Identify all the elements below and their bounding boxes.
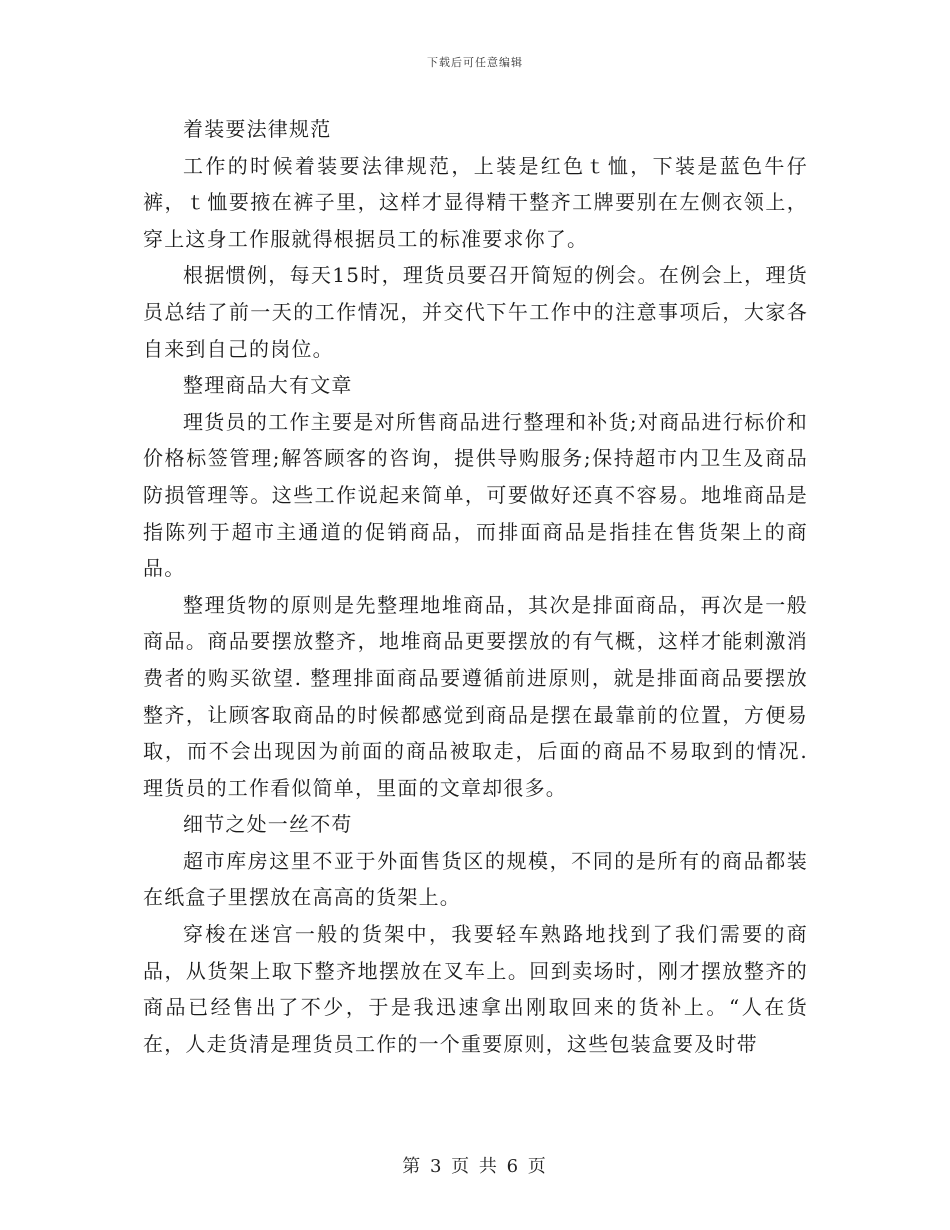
section-heading-attire: 着装要法律规范 [183, 117, 332, 141]
section-heading-details: 细节之处一丝不苟 [183, 812, 353, 837]
page-header: 下载后可任意编辑 [427, 56, 523, 69]
section-heading-arrangement: 整理商品大有文章 [183, 373, 353, 398]
page-footer: 第 3 页 共 6 页 [402, 1156, 548, 1177]
paragraph-warehouse: 超市库房这里不亚于外面售货区的规模，不同的是所有的商品都装在纸盒子里摆放在高高的货架上。 [143, 848, 808, 910]
paragraph-meeting: 根据惯例，每天15时，理货员要召开简短的例会。在例会上，理货员总结了前一天的工作情况，并交代下午工作中的注意事项后，大家各自来到自己的岗位。 [143, 263, 808, 361]
paragraph-restock: 穿梭在迷宫一般的货架中，我要轻车熟路地找到了我们需要的商品，从货架上取下整齐地摆放在叉车上。回到卖场时，刚才摆放整齐的商品已经售出了不少，于是我迅速拿出刚取回来的货补上。“人在货在，人走货清是理货员工作的一个重要原则，这些包装盒要及时带 [143, 922, 808, 1056]
document-body [143, 111, 808, 1062]
paragraph-principles: 整理货物的原则是先整理地堆商品，其次是排面商品，再次是一般商品。商品要摆放整齐，地堆商品更要摆放的有气概，这样才能刺激消费者的购买欲望. 整理排面商品要遵循前进原则，就是排面商品要摆放整齐，让顾客取商品的时候都感觉到商品是摆在最靠前的位置，方便易取，而不会出现因为前面的商品被取走，后面的商品不易取到的情况. 理货员的工作看似简单，里面的文章却很多。 [143, 592, 808, 800]
paragraph-duties: 理货员的工作主要是对所售商品进行整理和补货;对商品进行标价和价格标签管理;解答顾客的咨询，提供导购服务;保持超市内卫生及商品防损管理等。这些工作说起来简单，可要做好还真不容易。地堆商品是指陈列于超市主通道的促销商品，而排面商品是指挂在售货架上的商品。 [143, 409, 808, 581]
paragraph-attire: 工作的时候着装要法律规范，上装是红色ｔ恤，下装是蓝色牛仔裤，ｔ恤要掖在裤子里，这样才显得精干整齐工牌要别在左侧衣领上，穿上这身工作服就得根据员工的标准要求你了。 [143, 153, 808, 251]
